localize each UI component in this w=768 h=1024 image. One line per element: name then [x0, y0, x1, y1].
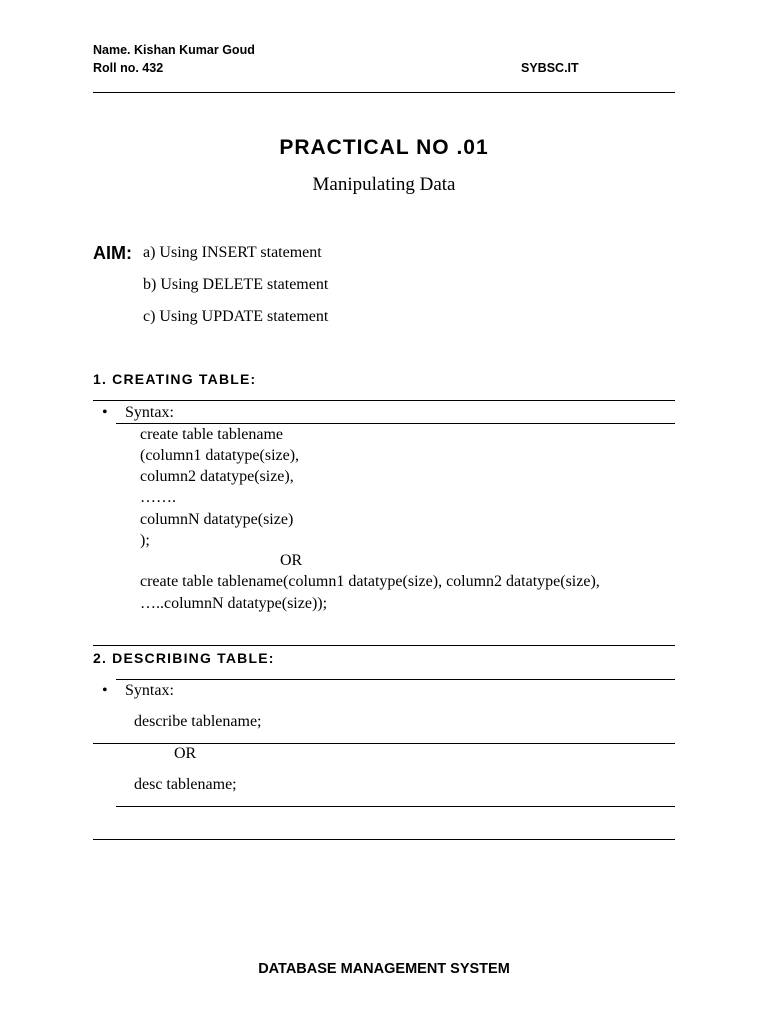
syntax-label: Syntax: — [125, 404, 174, 421]
or-separator: OR — [280, 552, 303, 569]
section-divider — [116, 423, 675, 424]
aim-item: b) Using DELETE statement — [143, 276, 329, 293]
section-divider — [93, 400, 675, 401]
code-line: …..columnN datatype(size)); — [140, 595, 328, 612]
section-heading: 1. CREATING TABLE: — [93, 371, 257, 387]
class-label: SYBSC.IT — [521, 61, 579, 75]
section-divider — [93, 839, 675, 840]
aim-item: a) Using INSERT statement — [143, 244, 322, 261]
section-heading: 2. DESCRIBING TABLE: — [93, 650, 275, 666]
bullet-icon: • — [102, 404, 108, 421]
section-divider — [93, 743, 675, 744]
header-divider — [93, 92, 675, 93]
roll-number: Roll no. 432 — [93, 61, 164, 75]
page-title: PRACTICAL NO .01 — [279, 136, 489, 159]
aim-item: c) Using UPDATE statement — [143, 308, 329, 325]
bullet-icon: • — [102, 682, 108, 699]
section-divider — [93, 645, 675, 646]
code-line: describe tablename; — [134, 713, 262, 730]
section-divider — [116, 806, 675, 807]
code-line: ……. — [140, 489, 176, 506]
page-footer: DATABASE MANAGEMENT SYSTEM — [258, 961, 510, 977]
page-subtitle: Manipulating Data — [312, 174, 456, 195]
code-line: create table tablename — [140, 426, 284, 443]
or-separator: OR — [174, 745, 197, 762]
student-name: Name. Kishan Kumar Goud — [93, 43, 255, 57]
code-line: column2 datatype(size), — [140, 468, 294, 485]
section-divider — [116, 679, 675, 680]
aim-label: AIM: — [93, 243, 132, 263]
code-line: columnN datatype(size) — [140, 511, 294, 528]
syntax-label: Syntax: — [125, 682, 174, 699]
code-line: desc tablename; — [134, 776, 237, 793]
code-line: ); — [140, 532, 150, 549]
code-line: create table tablename(column1 datatype(size), column2 datatype(size), — [140, 573, 600, 590]
code-line: (column1 datatype(size), — [140, 447, 300, 464]
